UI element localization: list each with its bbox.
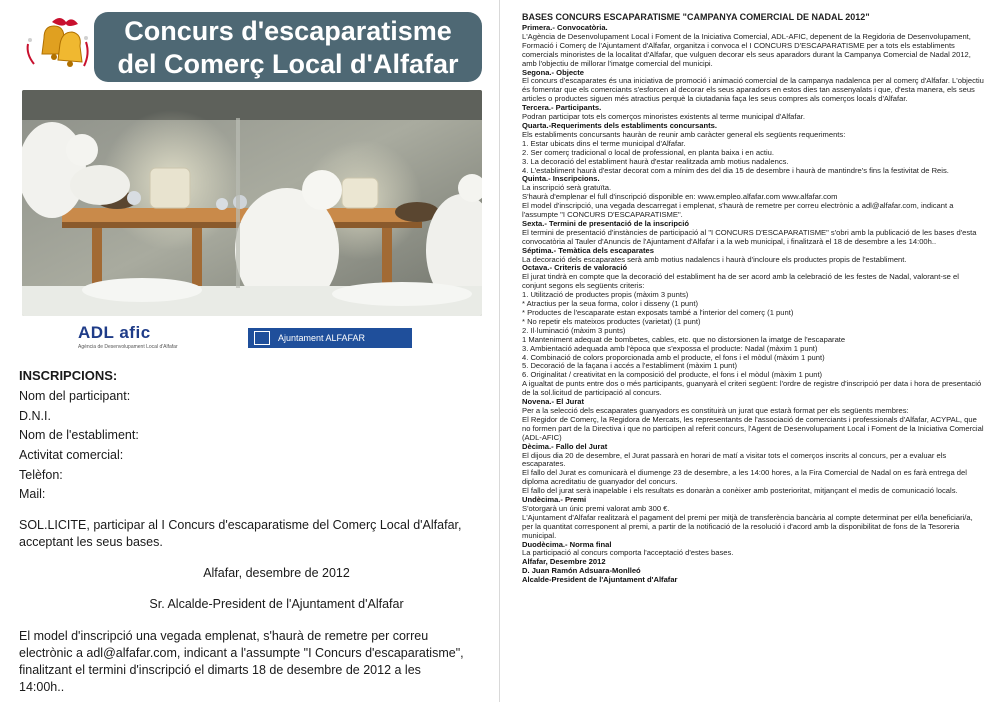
rules-paragraph: El dijous dia 20 de desembre, el Jurat passarà en horari de matí a visitar tots el comerços inscrits al concurs, per a evaluar els escaparates.: [522, 450, 947, 469]
rules-heading: Sexta.- Termini de presentació de la inscripció: [522, 218, 689, 228]
form-field-dni: D.N.I.: [19, 408, 51, 423]
rules-paragraph: 4. L'establiment haurà d'estar decorat com a mínim des del dia 15 de desembre i haurà de mantindre's fins la festivitat de Reis.: [522, 165, 949, 175]
rules-heading: Alcalde-President de l'Ajuntament d'Alfafar: [522, 575, 678, 585]
form-field-phone: Telèfon:: [19, 467, 63, 482]
form-field-mail: Mail:: [19, 487, 46, 502]
rules-paragraph: S'haurà d'emplenar el full d'inscripció disponible en: www.empleo.alfafar.com www.alfafar.com: [522, 192, 838, 202]
form-heading: INSCRIPCIONS:: [19, 368, 118, 383]
adl-afic-logo: [78, 323, 190, 355]
rules-paragraph: Els establiments concursants hauràn de reunir amb caràcter general els següents requeriments:: [522, 129, 846, 139]
rules-paragraph: 3. La decoració del establiment haurà d'estar realitzada amb motius nadalencs.: [522, 156, 789, 166]
rules-heading: Primera.- Convocatòria.: [522, 23, 608, 32]
rules-paragraph: La participació al concurs comporta l'acceptació d'estes bases.: [522, 548, 734, 558]
rules-heading: Alfafar, Desembre 2012: [522, 557, 606, 567]
request-statement: SOL.LICITE, participar al I Concurs d'escaparatisme del Comerç Local d'Alfafar, acceptant les seus bases.: [19, 518, 462, 549]
rules-heading: D. Juan Ramón Adsuara-Monlleó: [522, 566, 641, 576]
title-line-2: del Comerç Local d'Alfafar: [117, 49, 459, 79]
form-field-participant-name: Nom del participant:: [19, 389, 131, 403]
rules-paragraph: Per a la selecció dels escaparates guanyadors es constituirà un jurat que estarà format per els següents membres:: [522, 405, 909, 415]
registration-form: [19, 368, 489, 505]
rules-heading: Quarta.-Requeriments dels establiments concursants.: [522, 120, 717, 130]
rules-paragraph: El Regidor de Comerç, la Regidora de Mercats, les representants de l'associació de comerciants i professionals d'Alfafar, ACYPAL, que no formen part de la Directiva i que no participen al referit concurs, l'Agent de Desenvolupament Local i Foment de la Iniciativa Comercial (ADL-AFIC): [522, 414, 984, 442]
rules-heading: Segona.- Objecte: [522, 67, 585, 77]
rules-heading: Duodècima.- Norma final: [522, 539, 612, 549]
christmas-bells-icon: [22, 14, 92, 80]
title-banner: [94, 12, 482, 82]
rules-paragraph: 4. Combinació de colors proporcionada amb el producte, el fons i el mòdul (màxim 1 punt): [522, 352, 825, 362]
rules-paragraph: L'Ajuntament d'Alfafar realitzarà el pagament del premi per mitjà de transferència bancària al compte determinat per el/la beneficiari/a, per la quantitat corresponent al premi, a partir de la notificació de la resolució i d'acord amb la disponibilitat de fons de la Tesoreria municipal.: [522, 512, 973, 540]
rules-paragraph: 6. Originalitat / creativitat en la composició del producte, el fons i el mòdul (màxim 1 punt): [522, 370, 823, 380]
rules-paragraph: 2. Il·luminació (màxim 3 punts): [522, 325, 626, 335]
contest-rules: [522, 12, 984, 585]
rules-paragraph: El fallo del Jurat es comunicarà el diumenge 23 de desembre, a les 14:00 hores, a la Fira Comercial de Nadal on es farà entrega del diploma acreditatiu de guanyador del concurs.: [522, 468, 967, 487]
adl-afic-logo-text: ADL afic: [78, 323, 151, 342]
rules-paragraph: * No repetir els mateixos productes (varietat) (1 punt): [522, 316, 701, 326]
rules-paragraph: El termini de presentació d'instàncies de participació al "I CONCURS D'ESCAPARATISME" s'obri amb la publicació de les bases d'esta convocatòria al Tauler d'Anuncis de l'Ajuntament d'Alfafar i a la web municipal, i finalitzarà el 18 de desembre a les 14:00h..: [522, 227, 977, 246]
rules-paragraph: 3. Ambientació adequada amb l'època que s'expossa el producte: Nadal (màxim 1 punt): [522, 343, 818, 353]
rules-heading: Dècima.- Fallo del Jurat: [522, 441, 608, 451]
rules-paragraph: 1. Utilització de productes propis (màxim 3 punts): [522, 290, 689, 300]
rules-heading: Octava.- Criteris de valoració: [522, 263, 628, 273]
rules-body: [522, 24, 984, 585]
rules-heading: Tercera.- Participants.: [522, 103, 602, 113]
rules-heading: Novena.- El Jurat: [522, 397, 585, 407]
rules-paragraph: * Atractius per la seua forma, color i disseny (1 punt): [522, 299, 699, 309]
place-date: Alfafar, desembre de 2012: [203, 566, 350, 580]
ajuntament-alfafar-logo: [248, 328, 412, 348]
rules-paragraph: 1. Estar ubicats dins el terme municipal d'Alfafar.: [522, 138, 686, 148]
title-line-1: Concurs d'escaparatisme: [124, 16, 452, 46]
rules-heading: Undècima.- Premi: [522, 495, 587, 505]
rules-paragraph: * Productes de l'escaparate estan exposats també a l'interior del comerç (1 punt): [522, 308, 794, 317]
rules-paragraph: El jurat tindrà en compte que la decoració del establiment ha de ser acord amb la celebració de les festes de Nadal, valorant-se el conjunt segons els següents criteris:: [522, 272, 959, 291]
rules-paragraph: 2. Ser comerç tradicional o local de professional, en planta baixa i en actiu.: [522, 147, 775, 157]
rules-heading: Quinta.- Inscripcions.: [522, 174, 600, 184]
rules-title: BASES CONCURS ESCAPARATISME "CAMPANYA COMERCIAL DE NADAL 2012": [522, 12, 870, 22]
rules-paragraph: Podran participar tots els comerços minoristes existents al terme municipal d'Alfafar.: [522, 112, 805, 122]
ajuntament-logo-text: Ajuntament ALFAFAR: [278, 333, 366, 343]
form-field-establishment: Nom de l'establiment:: [19, 428, 139, 443]
shop-window-photo: [22, 90, 482, 316]
rules-paragraph: L'Agència de Desenvolupament Local i Foment de la Iniciativa Comercial, ADL-AFIC, depenent de la Regidoria de Desenvolupament, Formació i Comerç de l'Ajuntament d'Alfafar, organitza i convoca el I CONCURS D'ESCAPARATISME per a tots els establiments comercials minoristes de la localitat d'Alfafar, que vulguen decorar els seus aparadors durant la Campanya Comercial de Nadal 2012, amb l'objectiu de millorar l'imatge comercial del municipi.: [522, 31, 971, 68]
form-field-activity: Activitat comercial:: [19, 448, 124, 463]
adl-afic-logo-subtitle: Agència de Desenvolupament Local d'Alfafar: [78, 344, 178, 350]
rules-paragraph: La decoració dels escaparates serà amb motius nadalencs i haurà d'incloure els productes propis de l'establiment.: [522, 254, 907, 264]
rules-paragraph: El model d'inscripció, una vegada descarregat i emplenat, s'haurà de remetre per correu electrònic a adl@alfafar.com, indicant a l'assumpte "I CONCURS D'ESCAPARATISME".: [522, 201, 954, 220]
shield-icon: [254, 331, 270, 345]
rules-paragraph: A igualtat de punts entre dos o més participants, guanyarà el criteri següent: l'ordre de registre d'inscripció per data i hora de presentació de la sol.licitud de participació al concurs.: [522, 379, 982, 398]
signature-line: Sr. Alcalde-President de l'Ajuntament d'Alfafar: [149, 597, 404, 611]
submission-note: El model d'inscripció una vegada emplenat, s'haurà de remetre per correu electrònic a adl@alfafar.com, indicant a l'assumpte "I Concurs d'escaparatisme", finalitzant el termini d'inscripció el dimarts 18 de desembre de 2012 a les 14:00h..: [19, 629, 464, 694]
rules-paragraph: El concurs d'escaparates és una iniciativa de promoció i animació comercial de la campanya nadalenca per al comerç d'Alfafar. L'objectiu és fomentar que els comerciants s'esforcen al decorar els seus aparadors en estos dies tan assenyalats i que, d'esta manera, els seus articles o productes siguen més atractius perquè la ciutadania faça les seus compres als comerços locals d'Alfafar.: [522, 76, 984, 104]
rules-paragraph: 5. Decoració de la façana i accés a l'establiment (màxim 1 punt): [522, 361, 738, 371]
rules-paragraph: El fallo del jurat serà inapelable i els resultats es donaràn a conèixer amb posterioritat, mitjançant el medis de comunicació locals.: [522, 486, 958, 496]
rules-paragraph: La inscripció serà gratuïta.: [522, 183, 612, 193]
rules-paragraph: S'otorgarà un únic premi valorat amb 300 €.: [522, 503, 670, 513]
rules-paragraph: 1 Manteniment adequat de bombetes, cables, etc. que no distorsionen la imatge de l'escaparate: [522, 334, 846, 344]
rules-heading: Séptima.- Temàtica dels escaparates: [522, 245, 654, 255]
